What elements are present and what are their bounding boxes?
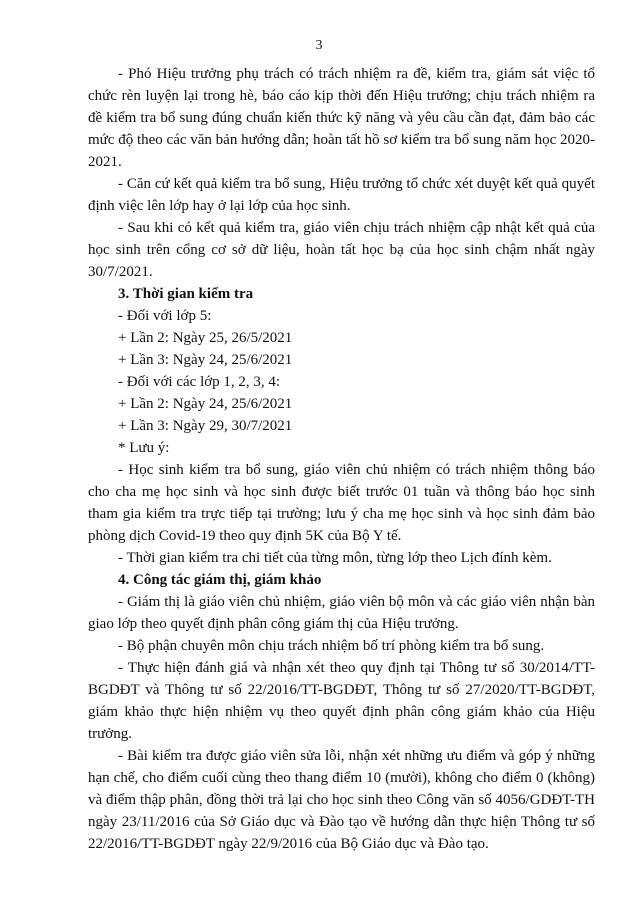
paragraph-teacher-update: - Sau khi có kết quả kiểm tra, giáo viên chịu trách nhiệm cập nhật kết quả của học sinh trên cổng cơ sở dữ liệu, hoàn tất học bạ của học sinh chậm nhất ngày 30/7/2021. — [88, 220, 595, 280]
paragraph-evaluation: - Thực hiện đánh giá và nhận xét theo quy định tại Thông tư số 30/2014/TT-BGDĐT và Thông tư số 22/2016/TT-BGDĐT, Thông tư số 27/2020/TT-BGDĐT, giám khảo thực hiện nhiệm vụ theo quyết định phân công giám khảo của Hiệu trưởng. — [88, 660, 595, 742]
schedule-grade1-4-label: - Đối với các lớp 1, 2, 3, 4: — [118, 374, 281, 390]
paragraph-room-arrangement: - Bộ phận chuyên môn chịu trách nhiệm bố trí phòng kiểm tra bổ sung. — [118, 638, 545, 654]
note-label: * Lưu ý: — [118, 440, 170, 456]
paragraph-principal-review: - Căn cứ kết quả kiểm tra bổ sung, Hiệu trưởng tổ chức xét duyệt kết quả quyết định việc lên lớp hay ở lại lớp của học sinh. — [88, 176, 595, 214]
schedule-grade5-label: - Đối với lớp 5: — [118, 308, 212, 324]
page-number: 3 — [315, 38, 323, 53]
document-body — [88, 63, 595, 855]
schedule-grade5-round3: + Lần 3: Ngày 24, 25/6/2021 — [118, 352, 293, 368]
paragraph-grading: - Bài kiểm tra được giáo viên sửa lỗi, nhận xét những ưu điểm và góp ý những hạn chế, cho điểm cuối cùng theo thang điểm 10 (mười), không cho điểm 0 (không) và điểm thập phân, đồng thời trả lại cho học sinh theo Công văn số 4056/GDĐT-TH ngày 23/11/2016 của Sở Giáo dục và Đào tạo về hướng dẫn thực hiện Thông tư số 22/2016/TT-BGDĐT ngày 22/9/2016 của Bộ Giáo dục và Đào tạo. — [88, 748, 595, 852]
section-heading-proctors-graders: 4. Công tác giám thị, giám khảo — [118, 572, 322, 588]
schedule-grade5-round2: + Lần 2: Ngày 25, 26/5/2021 — [118, 330, 293, 346]
paragraph-detailed-schedule: - Thời gian kiểm tra chi tiết của từng môn, từng lớp theo Lịch đính kèm. — [118, 550, 552, 566]
schedule-grade1-4-round3: + Lần 3: Ngày 29, 30/7/2021 — [118, 418, 293, 434]
schedule-grade1-4-round2: + Lần 2: Ngày 24, 25/6/2021 — [118, 396, 293, 412]
paragraph-vice-principal-duties: - Phó Hiệu trưởng phụ trách có trách nhiệm ra đề, kiểm tra, giám sát việc tổ chức rèn luyện lại trong hè, báo cáo kịp thời đến Hiệu trưởng; chịu trách nhiệm ra đề kiểm tra bổ sung đúng chuẩn kiến thức kỹ năng và yêu cầu cần đạt, đảm bảo các mức độ theo các văn bản hướng dẫn; hoàn tất hồ sơ kiểm tra bổ sung năm học 2020-2021. — [88, 66, 596, 170]
paragraph-notify-parents: - Học sinh kiểm tra bổ sung, giáo viên chủ nhiệm có trách nhiệm thông báo cho cha mẹ học sinh và học sinh được biết trước 01 tuần và thông báo học sinh tham gia kiểm tra trực tiếp tại trường; lưu ý cha mẹ học sinh và học sinh đảm bảo phòng dịch Covid-19 theo quy định 5K của Bộ Y tế. — [88, 462, 595, 544]
section-heading-schedule: 3. Thời gian kiểm tra — [118, 286, 254, 302]
paragraph-proctors: - Giám thị là giáo viên chủ nhiệm, giáo viên bộ môn và các giáo viên nhận bàn giao lớp theo quyết định phân công giám thị của Hiệu trưởng. — [88, 594, 595, 632]
